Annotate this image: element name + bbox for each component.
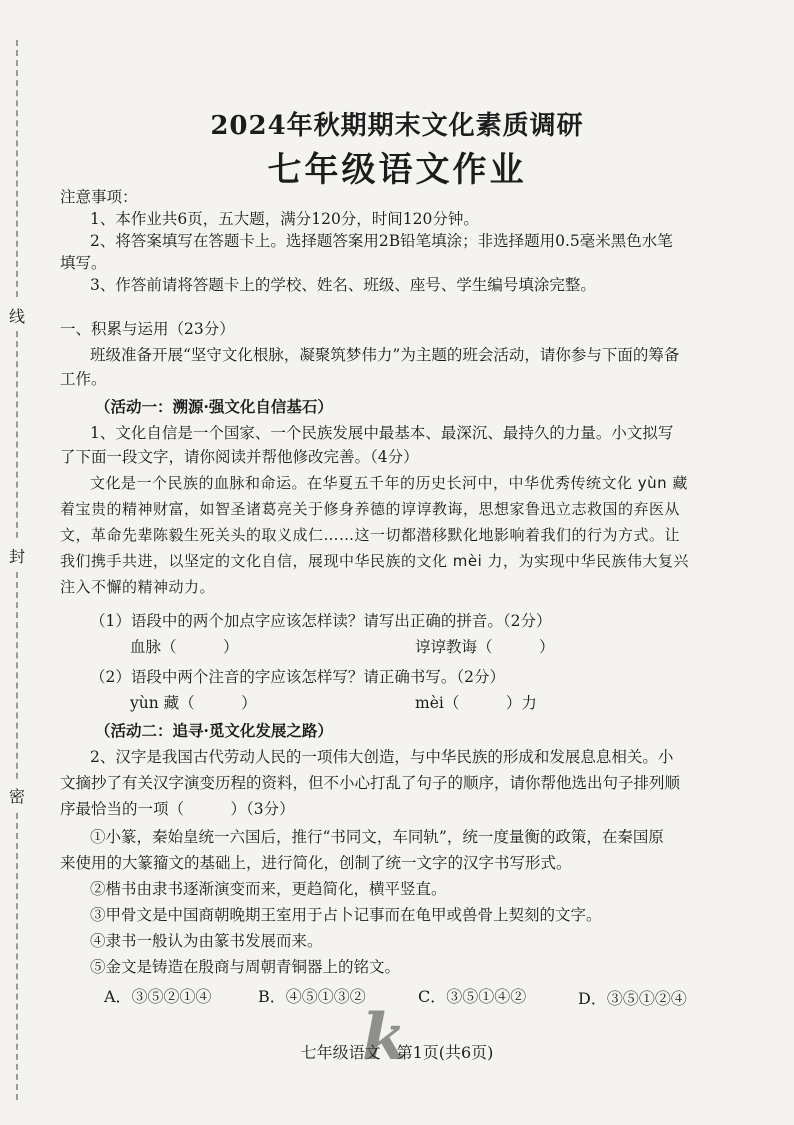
passage-line: 着宝贵的精神财富，如智圣诸葛亮关于修身养德的谆谆教诲，思想家鲁迅立志救国的弃医从 (60, 500, 681, 518)
intro-line: 工作。 (60, 370, 107, 388)
option-a[interactable]: A．③⑤②①④ (104, 987, 212, 1006)
option-b[interactable]: B．④⑤①③② (258, 987, 366, 1006)
notes-header: 注意事项： (60, 188, 138, 206)
margin-char-feng: 封 (6, 540, 28, 571)
watermark-logo: k (362, 1000, 407, 1075)
answer-blank-yun[interactable]: yùn 藏（ ） (130, 694, 257, 712)
item-line: ②楷书由隶书逐渐演变而来，更趋简化，横平竖直。 (90, 880, 447, 898)
note-line: 3、作答前请将答题卡上的学校、姓名、班级、座号、学生编号填涂完整。 (90, 276, 596, 294)
passage-line: 文，革命先辈陈毅生死关头的取义成仁……这一切都潜移默化地影响着我们的行为方式。让 (60, 526, 681, 544)
margin-char-xian: 线 (6, 300, 28, 331)
option-c[interactable]: C．③⑤①④② (418, 987, 527, 1006)
answer-blank-mei[interactable]: mèi（ ）力 (415, 694, 537, 712)
passage-line: 我们携手共进，以坚定的文化自信，展现中华民族的文化 mèi 力，为实现中华民族伟大复兴 (60, 552, 690, 570)
passage-line: 文化是一个民族的血脉和命运。在华夏五千年的历史长河中，中华优秀传统文化 yùn 藏 (90, 474, 688, 492)
question-line: 序最恰当的一项（ ）（3分） (60, 800, 295, 818)
passage-line: 注入不懈的精神动力。 (60, 578, 216, 596)
page-footer: 七年级语文 第1页(共6页) (300, 1043, 494, 1062)
answer-blank-xuemai[interactable]: 血脉（ ） (130, 638, 239, 656)
option-d[interactable]: D．③⑤①②④ (578, 989, 687, 1008)
question-line: 1、文化自信是一个国家、一个民族发展中最基本、最深沉、最持久的力量。小文拟写 (90, 424, 674, 442)
question-line: 文摘抄了有关汉字演变历程的资料，但不小心打乱了句子的顺序，请你帮他选出句子排列顺 (60, 774, 681, 792)
item-line: ⑤金文是铸造在殷商与周朝青铜器上的铭文。 (90, 958, 401, 976)
question-line: 了下面一段文字，请你阅读并帮他修改完善。（4分） (60, 448, 419, 466)
answer-blank-zhunzhun[interactable]: 谆谆教诲（ ） (415, 638, 555, 656)
intro-line: 班级准备开展“坚守文化根脉，凝聚筑梦伟力”为主题的班会活动，请你参与下面的筹备 (90, 346, 680, 364)
item-line: ①小篆，秦始皇统一六国后，推行“书同文，车同轨”，统一度量衡的政策，在秦国原 (90, 828, 664, 846)
activity-heading: （活动二：追寻·觅文化发展之路） (95, 721, 333, 740)
section-heading: 一、积累与运用（23分） (60, 320, 235, 338)
exam-subtitle: 七年级语文作业 (267, 150, 527, 190)
subquestion: （1）语段中的两个加点字应该怎样读？请写出正确的拼音。（2分） (90, 612, 552, 630)
note-line: 2、将答案填写在答题卡上。选择题答案用2B铅笔填涂；非选择题用0.5毫米黑色水笔 (90, 232, 673, 250)
subquestion: （2）语段中两个注音的字应该怎样写？请正确书写。（2分） (90, 668, 505, 686)
item-line: ③甲骨文是中国商朝晚期王室用于占卜记事而在龟甲或兽骨上契刻的文字。 (90, 906, 602, 924)
item-line: 来使用的大篆籀文的基础上，进行简化，创制了统一文字的汉字书写形式。 (60, 854, 572, 872)
margin-char-mi: 密 (6, 780, 28, 811)
item-line: ④隶书一般认为由篆书发展而来。 (90, 932, 323, 950)
question-line: 2、汉字是我国古代劳动人民的一项伟大创造，与中华民族的形成和发展息息相关。小 (90, 748, 674, 766)
note-line: 1、本作业共6页，五大题，满分120分，时间120分钟。 (90, 210, 479, 228)
activity-heading: （活动一：溯源·强文化自信基石） (95, 397, 333, 416)
note-line: 填写。 (60, 254, 107, 272)
exam-title: 2024年秋期期末文化素质调研 (210, 111, 584, 141)
